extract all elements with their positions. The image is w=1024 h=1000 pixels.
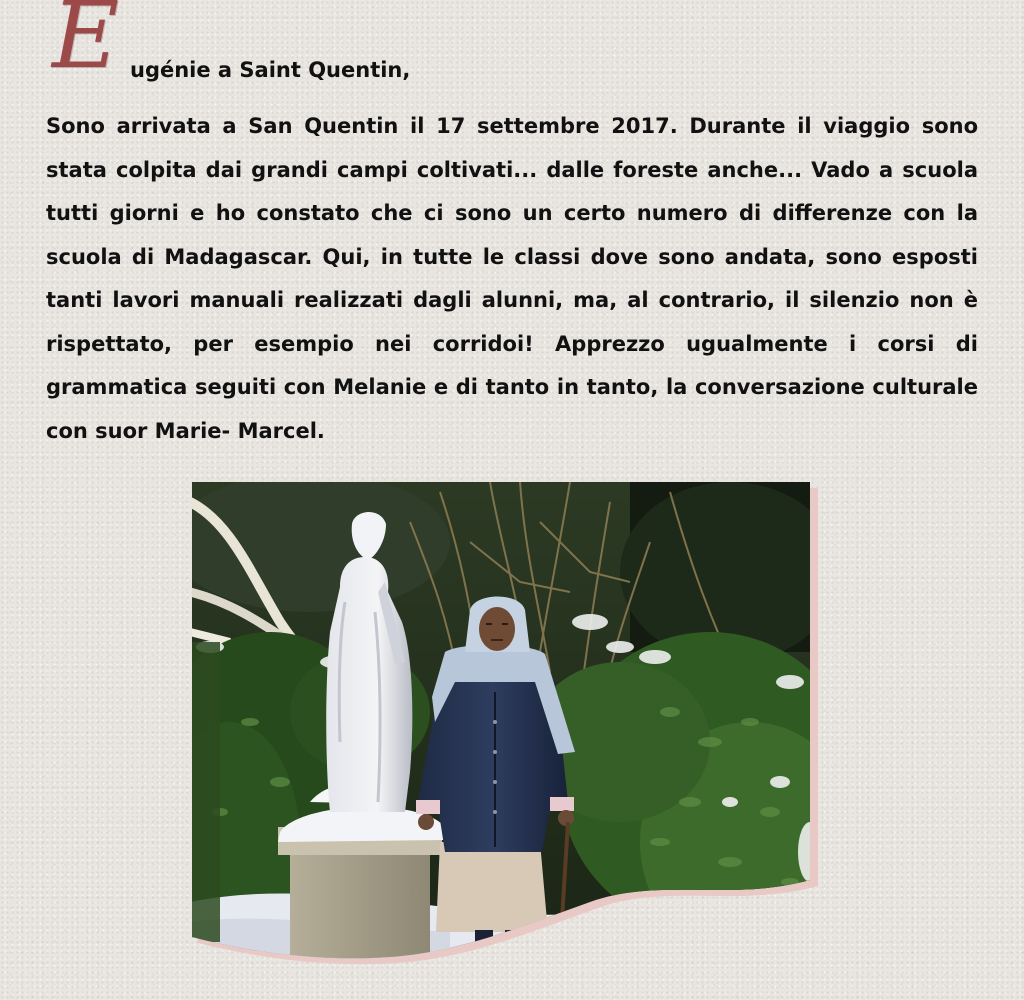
photo-nun-statue-garden <box>190 482 820 987</box>
heading-text: ugénie a Saint Quentin, <box>130 58 411 82</box>
dropcap-letter: E <box>52 0 120 89</box>
photo <box>190 482 820 987</box>
article-heading <box>52 0 952 90</box>
article-body: Sono arrivata a San Quentin il 17 settembre 2017. Durante il viaggio sono stata colpita dai grandi campi coltivati... dalle foreste anche... Vado a scuola tutti giorni e ho constato che ci sono un certo numero di differenze con la scuola di Madagascar. Qui, in tutte le classi dove sono andata, sono esposti tanti lavori manuali realizzati dagli alunni, ma, al contrario, il silenzio non è rispettato, per esempio nei corridoi! Apprezzo ugualmente i corsi di grammatica seguiti con Melanie e di tanto in tanto, la conversazione culturale con suor Marie- Marcel. <box>46 114 978 443</box>
